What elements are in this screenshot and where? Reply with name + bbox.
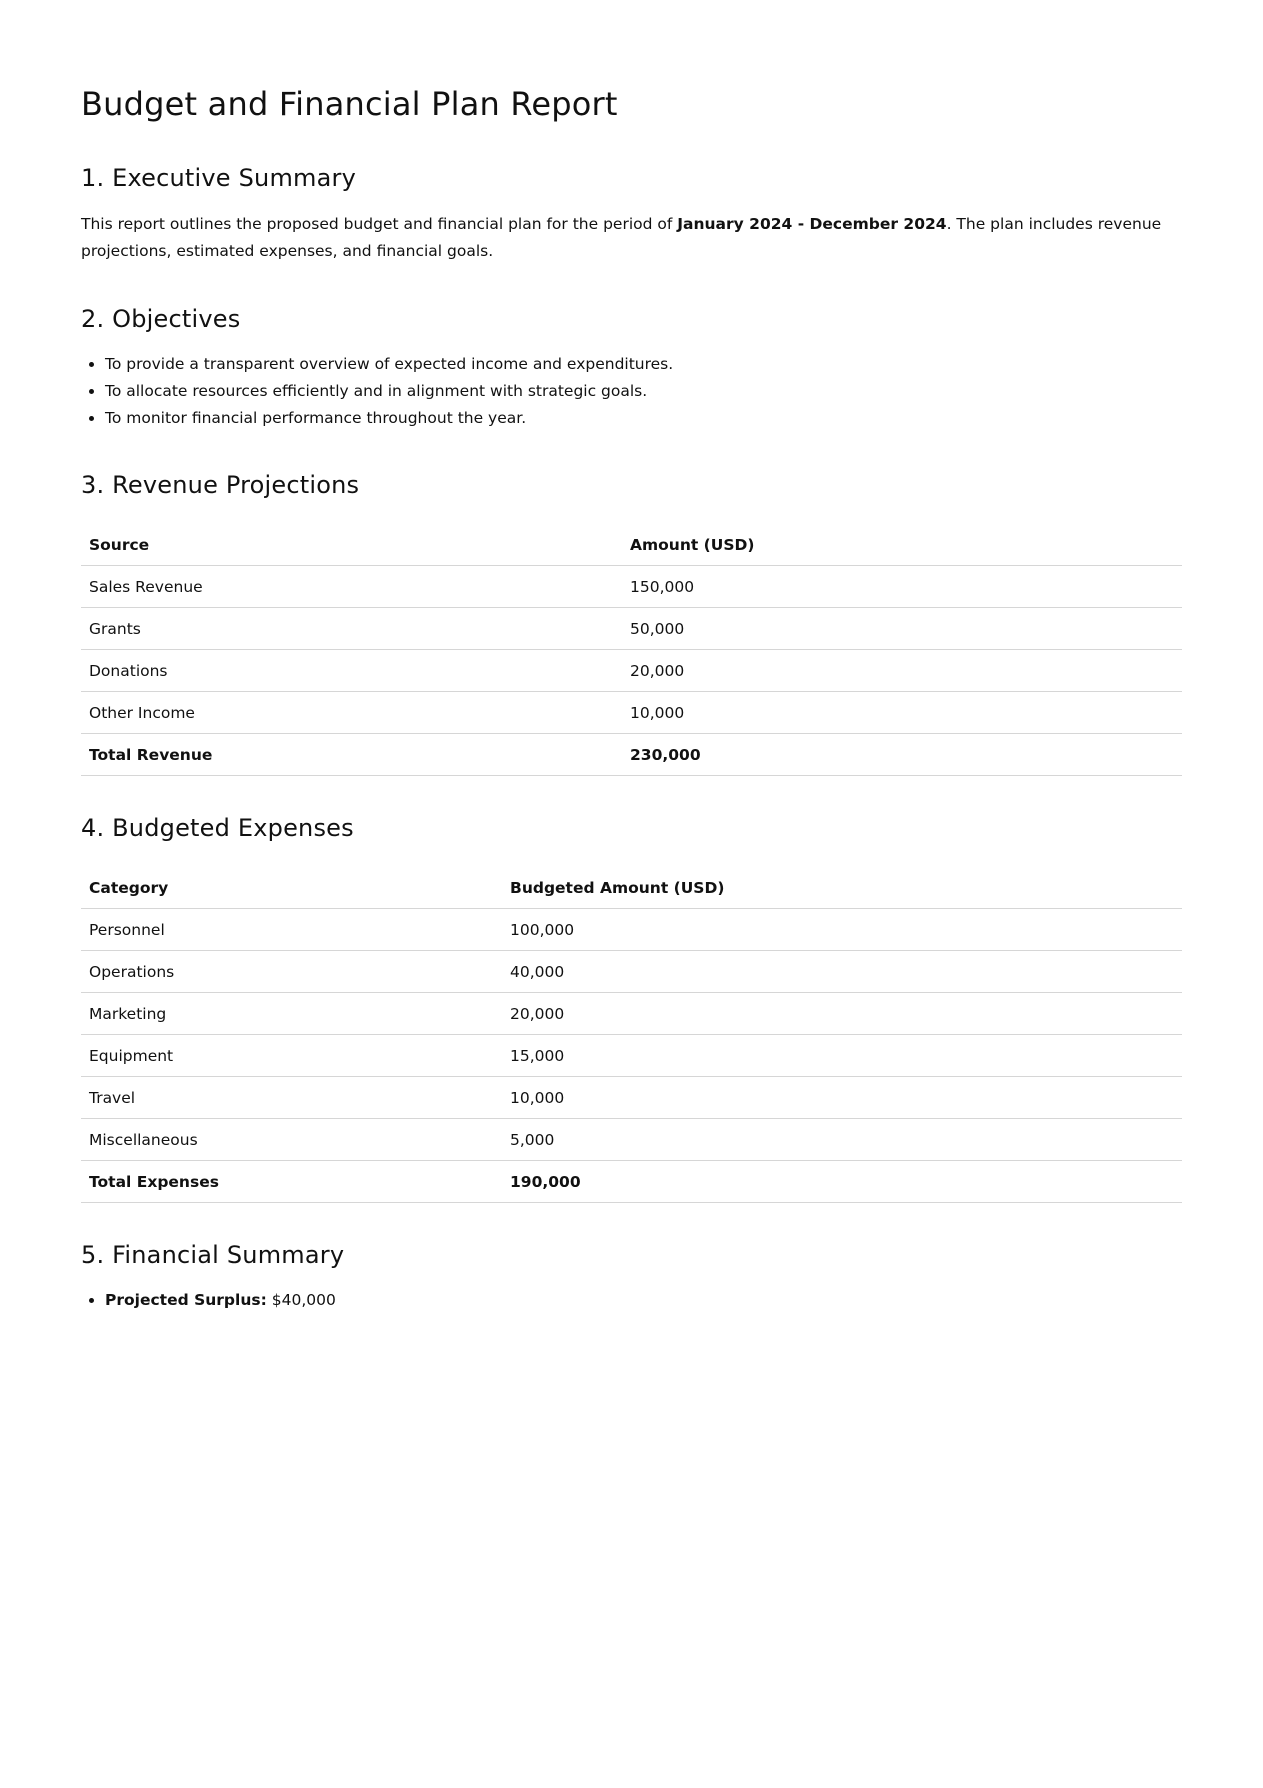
surplus-value: $40,000 — [271, 1291, 336, 1309]
summary-text-after: . The plan includes revenue projections, estimated expenses, and financial goals. — [81, 215, 1162, 260]
total-row — [81, 734, 1182, 776]
financial-summary-heading: 5. Financial Summary — [81, 1241, 345, 1269]
total-revenue-value: 230,000 — [622, 734, 1182, 776]
table-row — [81, 566, 1182, 608]
table-row — [81, 1119, 1182, 1161]
expense-category-cell: Marketing — [81, 993, 502, 1035]
revenue-table — [81, 524, 1182, 776]
table-row — [81, 1035, 1182, 1077]
total-row — [81, 1161, 1182, 1203]
revenue-amount-cell: 50,000 — [622, 608, 1182, 650]
financial-summary-list — [81, 1287, 1182, 1314]
table-row — [81, 993, 1182, 1035]
expense-category-cell: Equipment — [81, 1035, 502, 1077]
table-row — [81, 1077, 1182, 1119]
table-header-row — [81, 524, 1182, 566]
revenue-source-cell: Grants — [81, 608, 622, 650]
revenue-source-cell: Other Income — [81, 692, 622, 734]
summary-text-before: This report outlines the proposed budget and financial plan for the period of — [81, 215, 678, 233]
objective-item: • To monitor financial performance throughout the year. — [105, 405, 1182, 432]
executive-summary-heading: 1. Executive Summary — [81, 164, 356, 192]
revenue-amount-cell: 10,000 — [622, 692, 1182, 734]
expense-amount-cell: 20,000 — [502, 993, 1182, 1035]
expenses-heading: 4. Budgeted Expenses — [81, 814, 354, 842]
surplus-item — [105, 1287, 1182, 1314]
expense-category-cell: Miscellaneous — [81, 1119, 502, 1161]
objective-item: • To provide a transparent overview of expected income and expenditures. — [105, 351, 1182, 378]
expense-amount-cell: 15,000 — [502, 1035, 1182, 1077]
table-row — [81, 909, 1182, 951]
total-expenses-value: 190,000 — [502, 1161, 1182, 1203]
expenses-table — [81, 867, 1182, 1203]
column-header-source: Source — [81, 524, 622, 566]
expense-category-cell: Travel — [81, 1077, 502, 1119]
revenue-amount-cell: 150,000 — [622, 566, 1182, 608]
column-header-amount: Amount (USD) — [622, 524, 1182, 566]
expense-amount-cell: 100,000 — [502, 909, 1182, 951]
revenue-source-cell: Donations — [81, 650, 622, 692]
table-row — [81, 650, 1182, 692]
summary-period: January 2024 - December 2024 — [677, 215, 947, 233]
executive-summary-text — [81, 211, 1182, 265]
table-row — [81, 608, 1182, 650]
revenue-source-cell: Sales Revenue — [81, 566, 622, 608]
expense-amount-cell: 40,000 — [502, 951, 1182, 993]
page-title: Budget and Financial Plan Report — [81, 85, 618, 123]
surplus-label: Projected Surplus: — [105, 1291, 267, 1309]
column-header-category: Category — [81, 867, 502, 909]
total-revenue-label: Total Revenue — [81, 734, 622, 776]
objective-item: • To allocate resources efficiently and in alignment with strategic goals. — [105, 378, 1182, 405]
table-row — [81, 951, 1182, 993]
table-row — [81, 692, 1182, 734]
revenue-heading: 3. Revenue Projections — [81, 471, 360, 499]
table-header-row — [81, 867, 1182, 909]
column-header-budgeted-amount: Budgeted Amount (USD) — [502, 867, 1182, 909]
objectives-heading: 2. Objectives — [81, 305, 241, 333]
expense-category-cell: Personnel — [81, 909, 502, 951]
expense-category-cell: Operations — [81, 951, 502, 993]
revenue-amount-cell: 20,000 — [622, 650, 1182, 692]
expense-amount-cell: 5,000 — [502, 1119, 1182, 1161]
objectives-list — [81, 351, 1182, 432]
expense-amount-cell: 10,000 — [502, 1077, 1182, 1119]
total-expenses-label: Total Expenses — [81, 1161, 502, 1203]
